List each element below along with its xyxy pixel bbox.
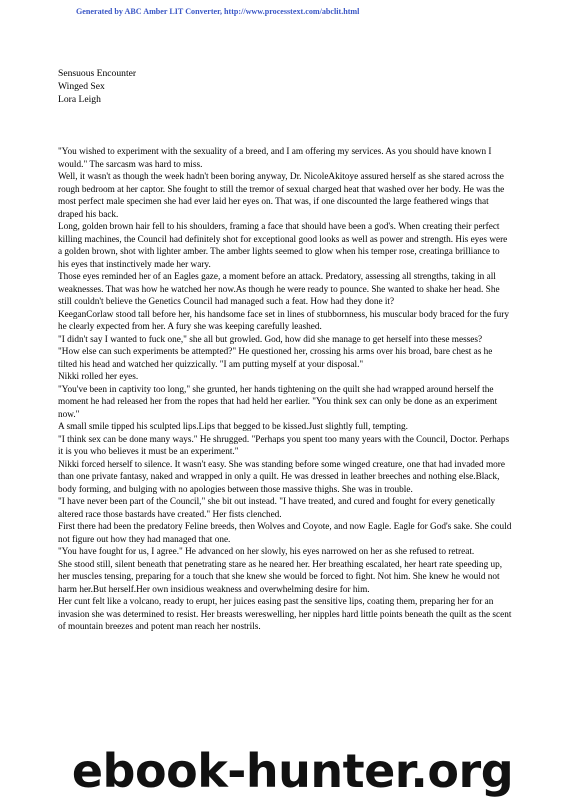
site-watermark: ebook-hunter.org [71, 744, 514, 798]
paragraph: Long, golden brown hair fell to his shoulders, framing a face that should have been a god's. When creating their perfect killing machines, the Council had definitely shot for exceptional good looks as well as power and strength. His eyes were a golden brown, shot with lighter amber. The amber lights seemed to glow when his temper rose, creatinga brilliance to his eyes that instinctively made her wary. [58, 222, 508, 270]
paragraph: "How else can such experiments be attempted?" He questioned her, crossing his arms over his broad, bare chest as he tilted his head and watched her quizzically. "I am putting myself at your disposal." [58, 347, 493, 370]
paragraph: KeeganCorlaw stood tall before her, his handsome face set in lines of stubbornness, his muscular body braced for the fury he clearly expected from her. A fury she was keeping carefully leashed. [58, 309, 509, 332]
paragraph: Nikki rolled her eyes. [58, 372, 139, 382]
paragraph: "I have never been part of the Council," she bit out instead. "I have treated, and cured and fought for every genetically altered race those bastards have created." Her fists clenched. [58, 497, 496, 520]
paragraph: "You've been in captivity too long," she grunted, her hands tightening on the quilt she had wrapped around herself the moment he had released her from the ropes that had held her earlier. "You think sex can only be done as an experiment now." [58, 384, 498, 420]
book-meta [58, 67, 136, 106]
author-name: Lora Leigh [58, 94, 101, 105]
paragraph: "You have fought for us, I agree." He advanced on her slowly, his eyes narrowed on her as she refused to retreat. [58, 547, 475, 557]
paragraph: "You wished to experiment with the sexuality of a breed, and I am offering my services. As you should have known I would." The sarcasm was hard to miss. [58, 147, 492, 170]
paragraph: Well, it wasn't as though the week hadn't been boring anyway, Dr. NicoleAkitoye assured herself as she stared across the rough bedroom at her captor. She fought to still the tremor of sexual charged heat that washed over her body. He was the most perfect male specimen she had ever laid her eyes on. That was, if one discounted the large feathered wings that draped his back. [58, 172, 505, 220]
paragraph: Her cunt felt like a volcano, ready to erupt, her juices easing past the sensitive lips, coating them, preparing her for an invasion she was determined to resist. Her breasts wereswelling, her nipples hard little points beneath the quilt as the scent of mountain breezes and potent man reach her nostrils. [58, 597, 512, 632]
paragraph: She stood still, silent beneath that penetrating stare as he neared her. Her breathing escalated, her heart rate speeding up, her muscles tensing, preparing for a touch that she knew she would be forced to fight. Not him. She knew he would not harm her.But herself.Her own insidious weakness and overwhelming desire for him. [58, 559, 503, 595]
collection-title: Sensuous Encounter [58, 68, 137, 79]
paragraph: First there had been the predatory Feline breeds, then Wolves and Coyote, and now Eagle. Eagle for God's sake. She could not figure out how they had managed that one. [58, 522, 512, 545]
story-title: Winged Sex [58, 81, 105, 92]
paragraph: A small smile tipped his sculpted lips.Lips that begged to be kissed.Just slightly full, tempting. [58, 422, 408, 432]
converter-credit-link[interactable]: Generated by ABC Amber LIT Converter, http://www.processtext.com/abclit.html [76, 7, 360, 16]
paragraph: Those eyes reminded her of an Eagles gaze, a moment before an attack. Predatory, assessing all strengths, taking in all weaknesses. That was how he watched her now.As though he were ready to pounce. She wanted to shake her head. She still couldn't believe the Genetics Council had managed such a feat. How had they done it? [58, 272, 500, 307]
paragraph: Nikki forced herself to silence. It wasn't easy. She was standing before some winged creature, one that had invaded more than one private fantasy, naked and wrapped in only a quilt. He was dressed in leather breeches and nothing else.Black, body forming, and bulging with no apologies between those massive thighs. She was in trouble. [58, 459, 505, 495]
story-text [58, 146, 512, 634]
paragraph: "I think sex can be done many ways." He shrugged. "Perhaps you spent too many years with the Council, Doctor. Perhaps it is you who believes it must be an experiment." [58, 434, 510, 457]
paragraph: "I didn't say I wanted to fuck one," she all but growled. God, how did she manage to get herself into these messes? [58, 334, 483, 345]
